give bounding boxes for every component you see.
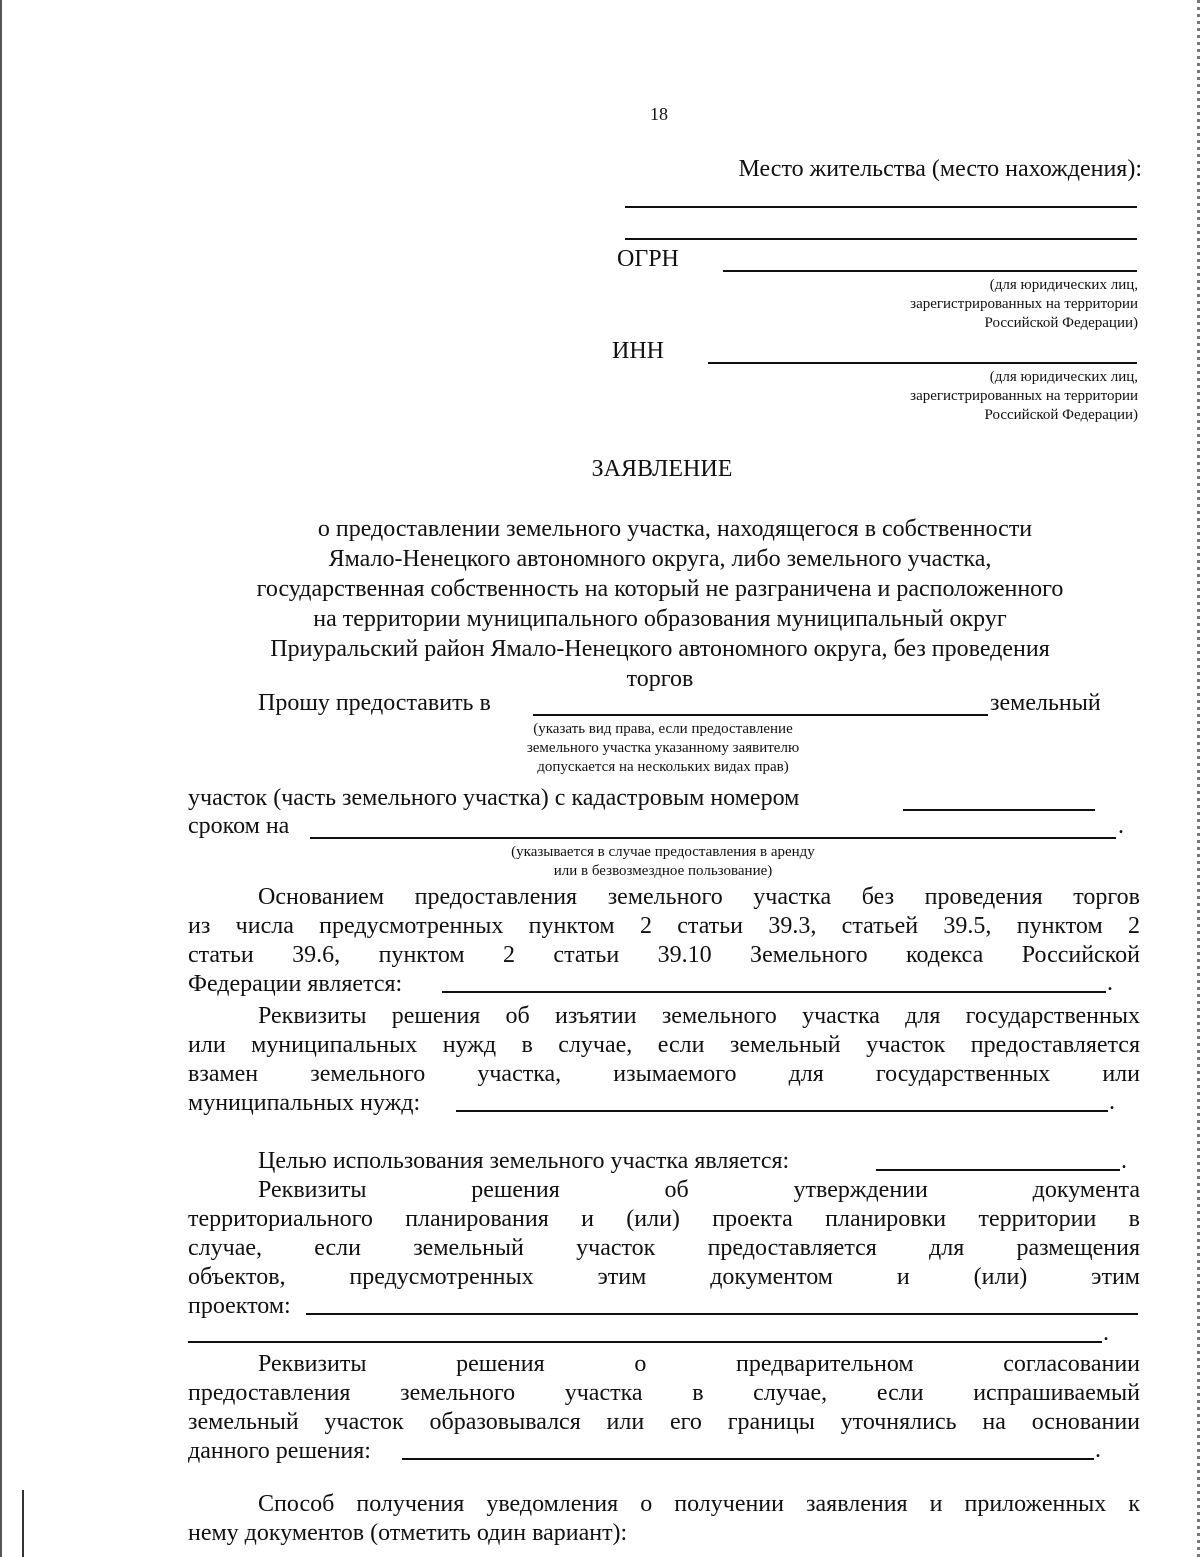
notification-paragraph bbox=[188, 1490, 1140, 1548]
ogrn-line bbox=[723, 270, 1137, 272]
planning-paragraph bbox=[188, 1176, 1140, 1321]
preliminary-end: . bbox=[1095, 1437, 1101, 1463]
seizure-line: Реквизиты решения об изъятии земельного участка для государственных bbox=[258, 1003, 1140, 1029]
seizure-line: взамен земельного участка, изымаемого для государственных или bbox=[188, 1061, 1140, 1087]
residence-line-2 bbox=[625, 238, 1137, 240]
subtitle-line: Ямало-Ненецкого автономного округа, либо земельного участка, bbox=[328, 546, 992, 572]
subtitle-line: государственная собственность на который не разграничена и расположенного bbox=[256, 576, 1064, 602]
basis-line-fill bbox=[442, 991, 1106, 993]
preliminary-line: предоставления земельного участка в случае, если испрашиваемый bbox=[188, 1380, 1140, 1406]
term-label: сроком на bbox=[188, 813, 290, 839]
preliminary-line: данного решения: bbox=[188, 1438, 371, 1464]
subtitle-line: торгов bbox=[626, 666, 694, 692]
ogrn-note-line: зарегистрированных на территории bbox=[910, 296, 1138, 312]
subtitle-line: Приуральский район Ямало-Ненецкого автономного округа, без проведения bbox=[270, 636, 1050, 662]
cadastral-line bbox=[903, 809, 1095, 811]
basis-line: Основанием предоставления земельного участка без проведения торгов bbox=[258, 884, 1140, 910]
ogrn-note bbox=[910, 276, 1138, 333]
planning-line: случае, если земельный участок предоставляется для размещения bbox=[188, 1235, 1140, 1261]
request-suffix: земельный bbox=[990, 690, 1101, 716]
inn-note-line: (для юридических лиц, bbox=[989, 369, 1138, 385]
request-note-line: земельного участка указанному заявителю bbox=[526, 740, 800, 756]
subtitle-line: на территории муниципального образования муниципальный округ bbox=[313, 606, 1007, 632]
ogrn-note-line: Российской Федерации) bbox=[984, 315, 1138, 331]
basis-end: . bbox=[1107, 970, 1113, 996]
page-number: 18 bbox=[650, 104, 668, 124]
basis-line: из числа предусмотренных пунктом 2 статьи 39.3, статьей 39.5, пунктом 2 bbox=[188, 913, 1140, 939]
inn-line bbox=[708, 362, 1137, 364]
purpose-label: Целью использования земельного участка является: bbox=[258, 1148, 790, 1174]
preliminary-line: земельный участок образовывался или его границы уточнялись на основании bbox=[188, 1409, 1140, 1435]
term-end: . bbox=[1118, 813, 1124, 839]
purpose-line bbox=[876, 1169, 1120, 1171]
request-note-line: (указать вид права, если предоставление bbox=[533, 721, 793, 737]
seizure-line: или муниципальных нужд в случае, если земельный участок предоставляется bbox=[188, 1032, 1140, 1058]
seizure-line: муниципальных нужд: bbox=[188, 1090, 421, 1116]
seizure-paragraph bbox=[188, 1002, 1140, 1118]
planning-line: Реквизиты решения об утверждении документа bbox=[258, 1177, 1140, 1203]
term-note bbox=[433, 843, 893, 881]
residence-line-1 bbox=[625, 206, 1137, 208]
inn-note-line: Российской Федерации) bbox=[984, 407, 1138, 423]
subtitle-line: о предоставлении земельного участка, находящегося в собственности bbox=[317, 516, 1033, 542]
ogrn-note-line: (для юридических лиц, bbox=[989, 277, 1138, 293]
notification-line: Способ получения уведомления о получении заявления и приложенных к bbox=[258, 1491, 1140, 1517]
planning-end: . bbox=[1103, 1320, 1109, 1346]
inn-label: ИНН bbox=[612, 338, 664, 364]
inn-note bbox=[910, 368, 1138, 425]
document-subtitle bbox=[180, 514, 1140, 694]
residence-label: Место жительства (место нахождения): bbox=[738, 156, 1142, 182]
notification-line: нему документов (отметить один вариант): bbox=[188, 1520, 628, 1546]
scan-edge-mark bbox=[22, 1490, 24, 1557]
term-note-line: или в безвозмездное пользование) bbox=[553, 863, 773, 879]
request-note-line: допускается на нескольких видах прав) bbox=[537, 759, 789, 775]
planning-line: объектов, предусмотренных этим документом и (или) этим bbox=[188, 1264, 1140, 1290]
document-title: ЗАЯВЛЕНИЕ bbox=[591, 456, 733, 482]
scan-edge-left bbox=[0, 0, 2, 1557]
basis-paragraph bbox=[188, 883, 1140, 999]
planning-line-fill-2 bbox=[188, 1341, 1102, 1343]
planning-line: территориального планирования и (или) проекта планировки территории в bbox=[188, 1206, 1140, 1232]
request-prefix: Прошу предоставить в bbox=[258, 690, 491, 716]
preliminary-line-fill bbox=[402, 1458, 1094, 1460]
basis-line: Федерации является: bbox=[188, 971, 403, 997]
term-note-line: (указывается в случае предоставления в аренду bbox=[511, 844, 815, 860]
planning-line-fill-1 bbox=[306, 1313, 1138, 1315]
request-note bbox=[433, 720, 893, 777]
ogrn-label: ОГРН bbox=[617, 246, 679, 272]
basis-line: статьи 39.6, пунктом 2 статьи 39.10 Земельного кодекса Российской bbox=[188, 942, 1140, 968]
term-line bbox=[310, 837, 1116, 839]
preliminary-line: Реквизиты решения о предварительном согласовании bbox=[258, 1351, 1140, 1377]
seizure-line-fill bbox=[456, 1110, 1108, 1112]
inn-note-line: зарегистрированных на территории bbox=[910, 388, 1138, 404]
cadastral-label: участок (часть земельного участка) с кадастровым номером bbox=[188, 785, 800, 811]
seizure-end: . bbox=[1109, 1089, 1115, 1115]
request-right-line bbox=[533, 714, 988, 716]
purpose-end: . bbox=[1121, 1148, 1127, 1174]
planning-line: проектом: bbox=[188, 1293, 291, 1319]
preliminary-paragraph bbox=[188, 1350, 1140, 1466]
